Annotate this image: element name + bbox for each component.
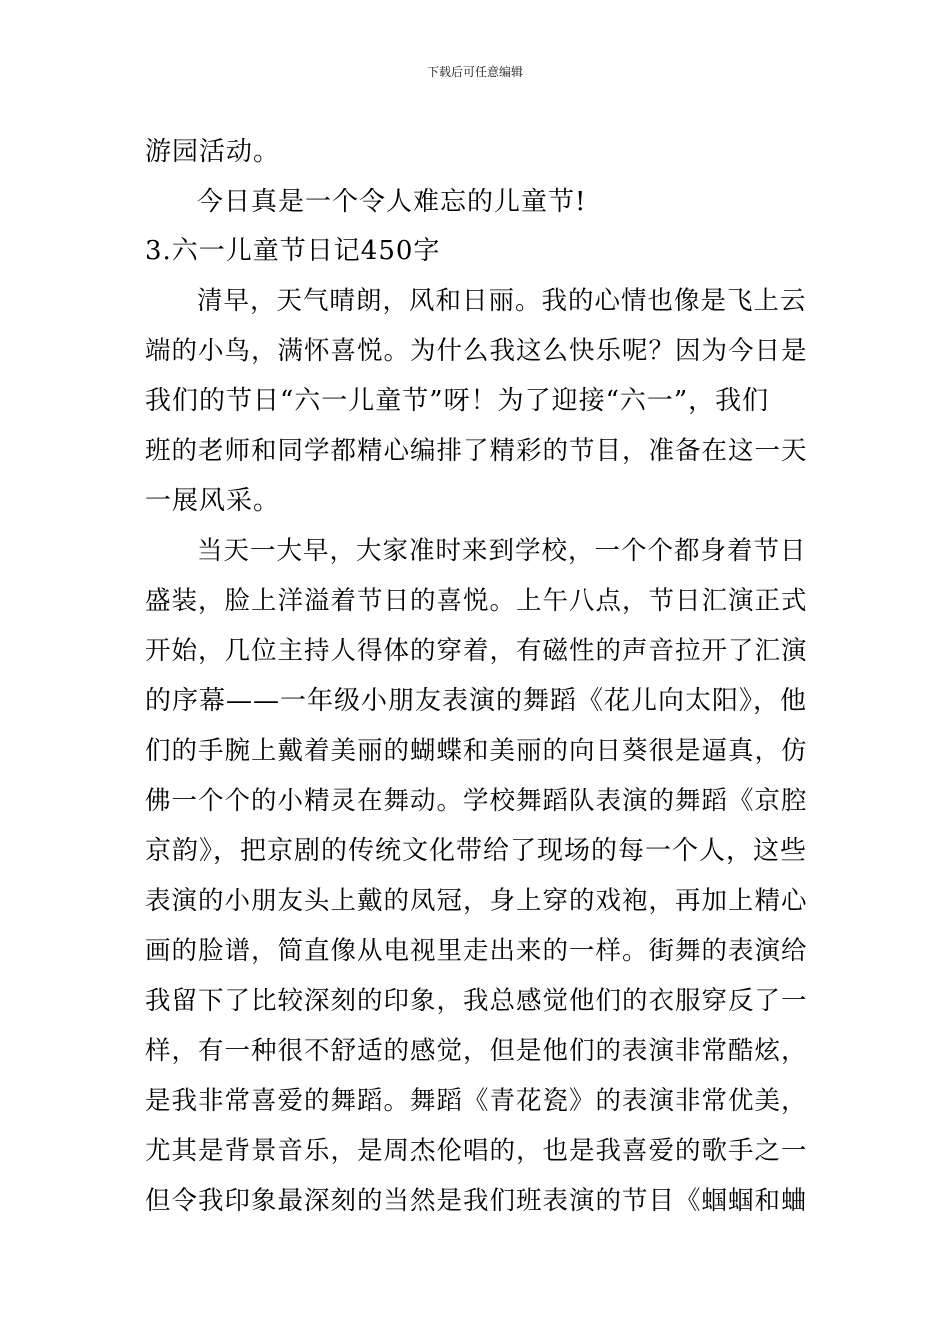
text-line: 但令我印象最深刻的当然是我们班表演的节目《蝈蝈和蛐: [145, 1186, 808, 1216]
text-line: 尤其是背景音乐，是周杰伦唱的，也是我喜爱的歌手之一: [145, 1136, 808, 1166]
text-line: 盛装，脸上洋溢着节日的喜悦。上午八点，节日汇演正式: [145, 586, 808, 616]
text-line: 我们的节日“六一儿童节”呀！为了迎接“六一”，我们: [145, 386, 770, 416]
text-line: 的序幕——一年级小朋友表演的舞蹈《花儿向太阳》，他: [145, 686, 808, 716]
text-line: 端的小鸟，满怀喜悦。为什么我这么快乐呢？因为今日是: [145, 336, 808, 366]
text-line: 当天一大早，大家准时来到学校，一个个都身着节日: [197, 536, 807, 566]
text-line: 们的手腕上戴着美丽的蝴蝶和美丽的向日葵很是逼真，仿: [145, 736, 808, 766]
text-line: 京韵》，把京剧的传统文化带给了现场的每一个人，这些: [145, 836, 808, 866]
page-header: 下载后可任意编辑: [426, 65, 523, 79]
text-line: 表演的小朋友头上戴的凤冠，身上穿的戏袍，再加上精心: [145, 886, 808, 916]
text-line: 是我非常喜爱的舞蹈。舞蹈《青花瓷》的表演非常优美，: [145, 1086, 808, 1116]
text-line: 一展风采。: [145, 486, 281, 516]
text-line: 班的老师和同学都精心编排了精彩的节目，准备在这一天: [145, 436, 808, 466]
text-line: 佛一个个的小精灵在舞动。学校舞蹈队表演的舞蹈《京腔: [145, 786, 808, 816]
text-line: 画的脸谱，简直像从电视里走出来的一样。街舞的表演给: [145, 936, 808, 966]
section-heading: 3.六一儿童节日记450字: [145, 236, 441, 266]
text-line: 开始，几位主持人得体的穿着，有磁性的声音拉开了汇演: [145, 636, 808, 666]
text-line: 游园活动。: [145, 137, 281, 167]
text-line: 今日真是一个令人难忘的儿童节!: [197, 187, 587, 217]
text-line: 样，有一种很不舒适的感觉，但是他们的表演非常酷炫，: [145, 1036, 808, 1066]
text-line: 我留下了比较深刻的印象，我总感觉他们的衣服穿反了一: [145, 986, 808, 1016]
text-line: 清早，天气晴朗，风和日丽。我的心情也像是飞上云: [197, 286, 807, 316]
